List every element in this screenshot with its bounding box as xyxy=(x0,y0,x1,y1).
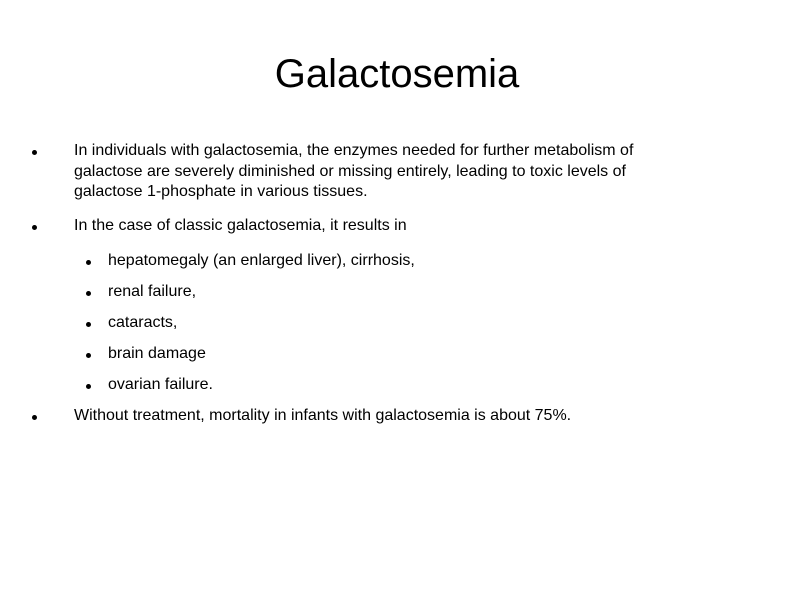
bullet-dot-icon xyxy=(86,322,91,327)
bullet-dot-icon xyxy=(32,415,37,420)
sub-bullet-text: ovarian failure. xyxy=(108,376,213,393)
sub-bullet-text: hepatomegaly (an enlarged liver), cirrhosis, xyxy=(108,252,415,269)
bullet-dot-icon xyxy=(32,150,37,155)
sub-bullet-text: renal failure, xyxy=(108,283,197,300)
bullet-dot-icon xyxy=(86,291,91,296)
bullet-dot-icon xyxy=(86,353,91,358)
bullet-text-line: In individuals with galactosemia, the enzymes needed for further metabolism of xyxy=(74,142,634,159)
sub-bullet-text: brain damage xyxy=(108,345,206,362)
bullet-text-line: galactose 1-phosphate in various tissues. xyxy=(74,183,368,200)
sub-bullet-text: cataracts, xyxy=(108,314,178,331)
bullet-text-line: galactose are severely diminished or missing entirely, leading to toxic levels of xyxy=(74,163,626,180)
bullet-text: In the case of classic galactosemia, it results in xyxy=(74,217,407,234)
slide-title: Galactosemia xyxy=(274,52,520,96)
bullet-dot-icon xyxy=(86,384,91,389)
bullet-text: Without treatment, mortality in infants with galactosemia is about 75%. xyxy=(74,407,572,424)
bullet-dot-icon xyxy=(32,225,37,230)
bullet-dot-icon xyxy=(86,260,91,265)
